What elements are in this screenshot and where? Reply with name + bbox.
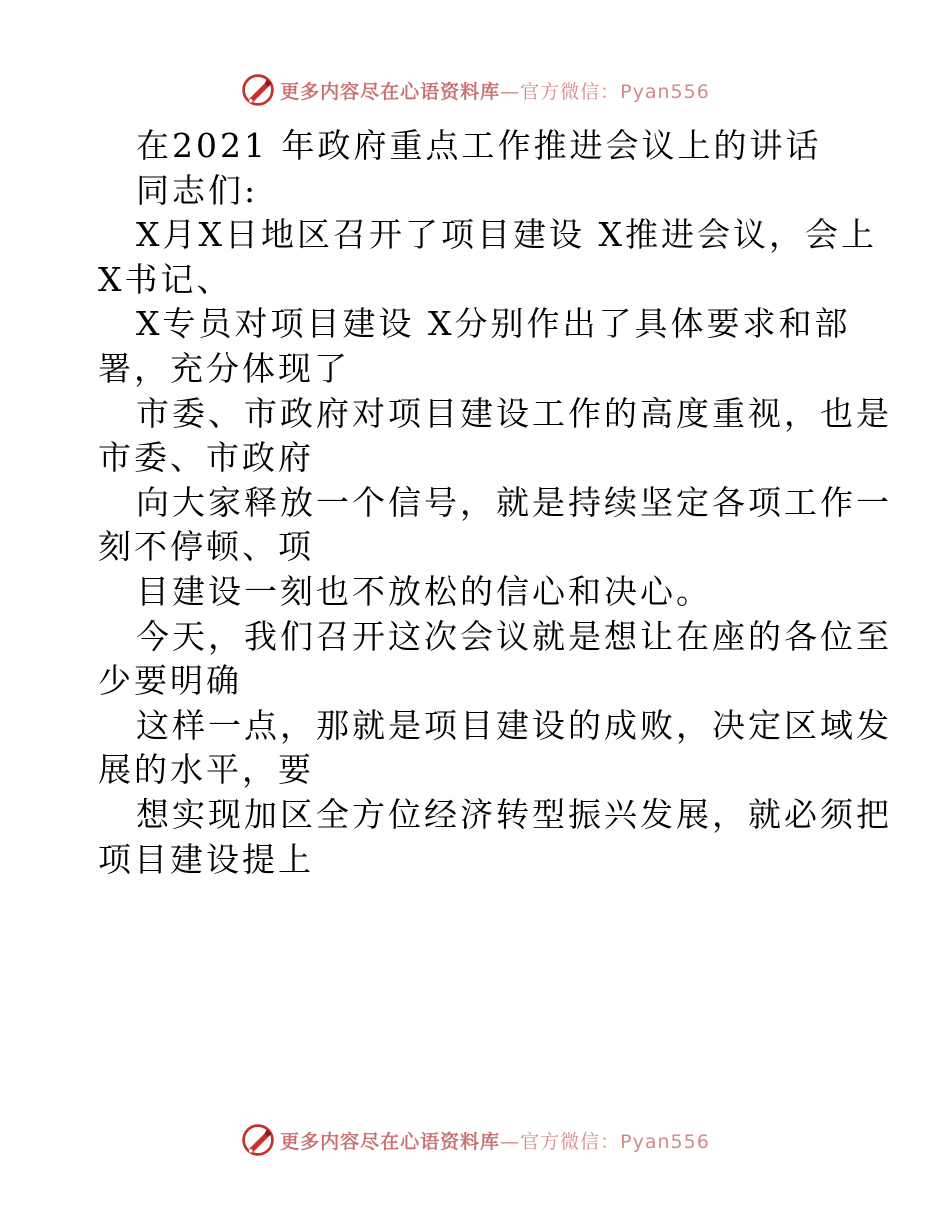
- header-separator: —: [500, 80, 521, 103]
- document-title: 在2021 年政府重点工作推进会议上的讲话: [136, 126, 822, 165]
- text-line: 市委、市政府对项目建设工作的高度重视，也是: [136, 393, 892, 433]
- footer-brand: 更多内容尽在心语资料库: [280, 1130, 501, 1153]
- text-line: 这样一点，那就是项目建设的成败，决定区域发: [136, 705, 892, 745]
- text-line: 市委、市政府: [98, 438, 314, 478]
- text-line: 署，充分体现了: [98, 348, 350, 388]
- header-contact: 官方微信：Pyan556: [520, 80, 710, 103]
- footer-separator: —: [500, 1130, 521, 1153]
- text-line: 少要明确: [98, 661, 242, 701]
- text-line: 展的水平，要: [98, 750, 314, 790]
- text-line: X月X日地区召开了项目建设 X推进会议，会上: [136, 215, 877, 255]
- document-body: [98, 124, 892, 882]
- text-line: X书记、: [98, 259, 233, 299]
- header-watermark: [0, 70, 950, 110]
- pen-logo-icon: [240, 1122, 276, 1158]
- text-line: 刻不停顿、项: [98, 527, 314, 567]
- text-line: 同志们:: [136, 170, 259, 210]
- footer-contact: 官方微信：Pyan556: [520, 1130, 710, 1153]
- header-brand: 更多内容尽在心语资料库: [280, 80, 501, 103]
- footer-watermark: [0, 1120, 950, 1160]
- text-line: 目建设一刻也不放松的信心和决心。: [136, 571, 712, 611]
- text-line: 今天，我们召开这次会议就是想让在座的各位至: [136, 616, 892, 656]
- pen-logo-icon: [240, 72, 276, 108]
- text-line: 项目建设提上: [98, 839, 314, 879]
- text-line: 想实现加区全方位经济转型振兴发展，就必须把: [136, 794, 892, 834]
- text-line: X专员对项目建设 X分别作出了具体要求和部: [136, 304, 851, 344]
- text-line: 向大家释放一个信号，就是持续坚定各项工作一: [136, 482, 892, 522]
